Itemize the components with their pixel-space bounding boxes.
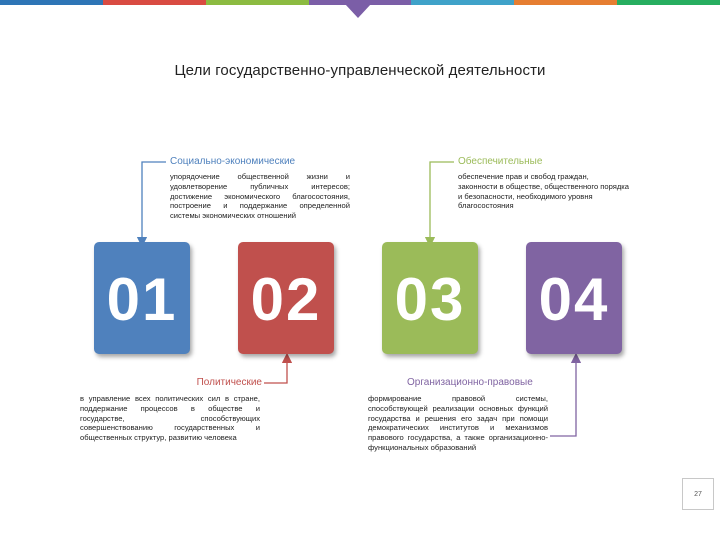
connector-03	[430, 162, 454, 242]
goal-02-text: в управление всех политических сил в стране, поддержание процессов в обществе и государстве, способствующих совершенствованию государственных и общественных структур, развитию человека	[80, 394, 260, 443]
goal-04-heading: Организационно-правовые	[407, 377, 533, 388]
goal-03-text: обеспечение прав и свобод граждан, законности в обществе, общественного порядка и безопасности, необходимого уровня благосостояния	[458, 172, 630, 211]
goal-01-heading: Социально-экономические	[170, 156, 296, 167]
goal-04-text: формирование правовой системы, способствующей реализации основных функций государства и решения его задач при помощи демократических институтов и механизмов правового государства, а также организационно-функциональных образований	[368, 394, 548, 452]
goal-02-number: 02	[250, 266, 322, 333]
page-number: 27	[682, 478, 714, 510]
slide-title: Цели государственно-управленческой деятельности	[174, 62, 546, 79]
goal-01-text: упорядочение общественной жизни и удовлетворение публичных интересов; достижение экономического благосостояния, построение и поддержание определенной системы экономических отношений	[170, 172, 350, 221]
goal-03-tile	[382, 242, 478, 354]
goal-03-heading: Обеспечительные	[458, 156, 543, 167]
goal-01-tile	[94, 242, 190, 354]
goal-04-number: 04	[538, 266, 610, 333]
goal-02-tile	[238, 242, 334, 354]
goal-03-number: 03	[394, 266, 466, 333]
goal-04-tile	[526, 242, 622, 354]
goal-01-number: 01	[106, 266, 178, 333]
connector-04	[550, 358, 576, 436]
connector-02	[264, 358, 287, 383]
connector-01	[142, 162, 166, 242]
goal-02-heading: Политические	[196, 377, 262, 388]
